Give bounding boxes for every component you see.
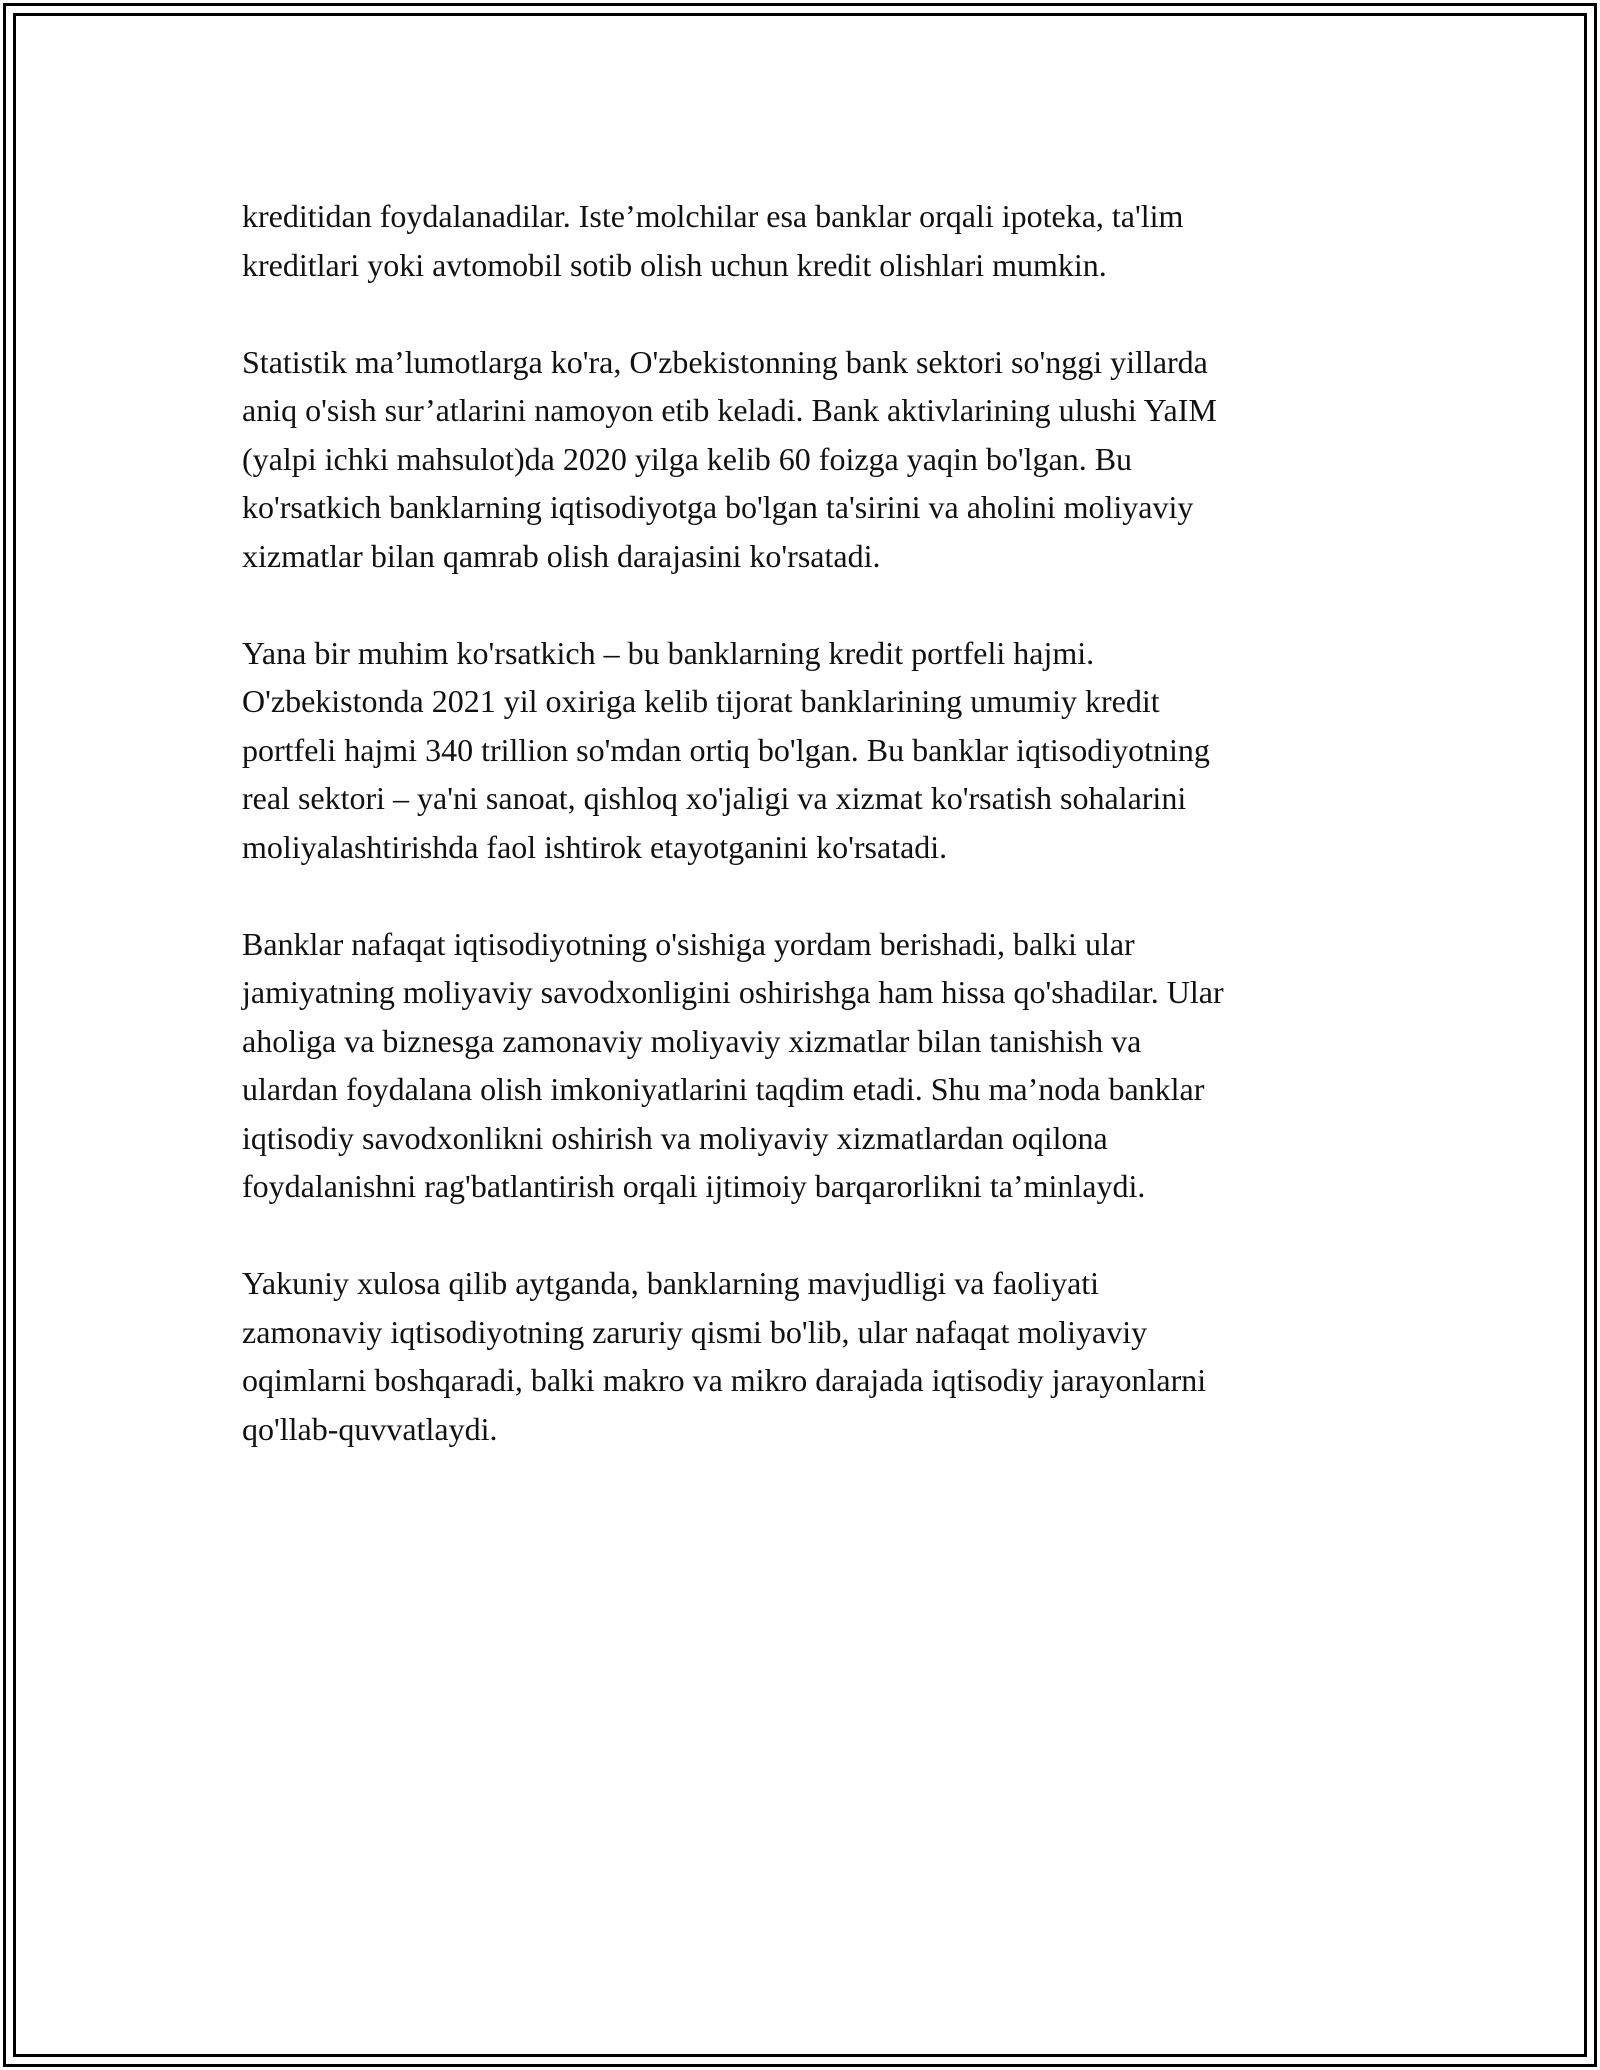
document-body: [242, 192, 1392, 1502]
paragraph-5: Yakuniy xulosa qilib aytganda, banklarning mavjudligi va faoliyati zamonaviy iqtisodiyotning zaruriy qismi bo'lib, ular nafaqat moliyaviy oqimlarni boshqaradi, balki makro va mikro darajada iqtisodiy jarayonlarni qo'llab-quvvatlaydi.: [242, 1265, 1207, 1447]
page-border: [3, 3, 1597, 2067]
paragraph-4: Banklar nafaqat iqtisodiyotning o'sishiga yordam berishadi, balki ular jamiyatning moliyaviy savodxonligini oshirishga ham hissa qo'shadilar. Ular aholiga va biznesga zamonaviy moliyaviy xizmatlar bilan tanishish va ulardan foydalana olish imkoniyatlarini taqdim etadi. Shu ma’noda banklar iqtisodiy savodxonlikni oshirish va moliyaviy xizmatlardan oqilona foydalanishni rag'batlantirish orqali ijtimoiy barqarorlikni ta’minlaydi.: [242, 925, 1224, 1204]
paragraph-2: Statistik ma’lumotlarga ko'ra, O'zbekistonning bank sektori so'nggi yillarda aniq o'sish sur’atlarini namoyon etib keladi. Bank aktivlarining ulushi YaIM (yalpi ichki mahsulot)da 2020 yilga kelib 60 foizga yaqin bo'lgan. Bu ko'rsatkich banklarning iqtisodiyotga bo'lgan ta'sirini va aholini moliyaviy xizmatlar bilan qamrab olish darajasini ko'rsatadi.: [242, 343, 1217, 574]
paragraph-1: kreditidan foydalanadilar. Iste’molchilar esa banklar orqali ipoteka, ta'lim kreditlari yoki avtomobil sotib olish uchun kredit olishlari mumkin.: [242, 198, 1184, 283]
paragraph-3: Yana bir muhim ko'rsatkich – bu banklarning kredit portfeli hajmi. O'zbekistonda 2021 yil oxiriga kelib tijorat banklarining umumiy kredit portfeli hajmi 340 trillion so'mdan ortiq bo'lgan. Bu banklar iqtisodiyotning real sektori – ya'ni sanoat, qishloq xo'jaligi va xizmat ko'rsatish sohalarini moliyalashtirishda faol ishtirok etayotganini ko'rsatadi.: [242, 634, 1210, 865]
